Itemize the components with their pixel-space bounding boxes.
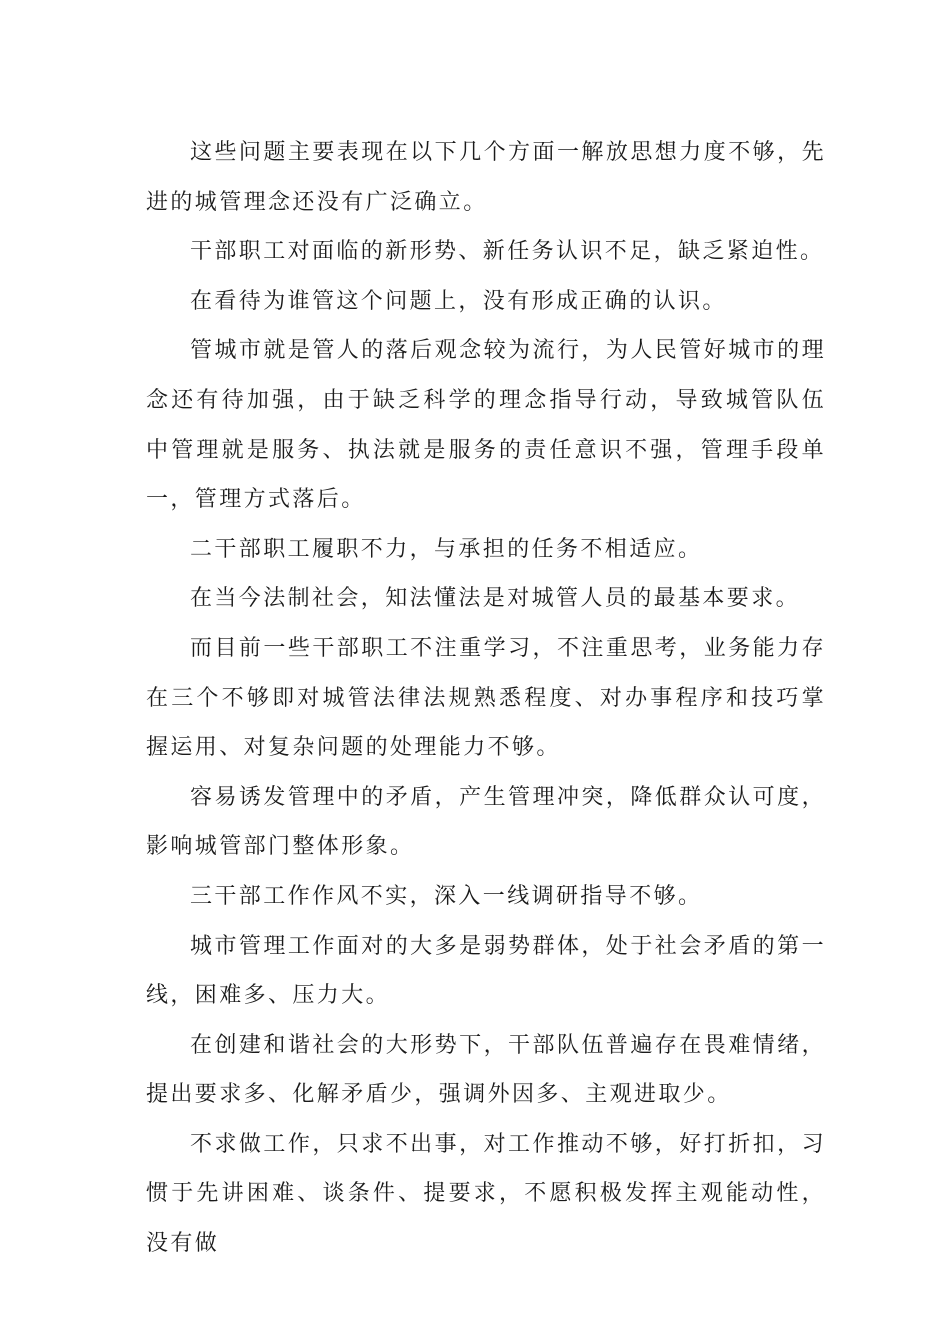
paragraph-8: 容易诱发管理中的矛盾，产生管理冲突，降低群众认可度，影响城管部门整体形象。 <box>146 784 826 860</box>
paragraph-10: 城市管理工作面对的大多是弱势群体，处于社会矛盾的第一线，困难多、压力大。 <box>146 933 826 1009</box>
paragraph-12: 不求做工作，只求不出事，对工作推动不够，好打折扣，习惯于先讲困难、谈条件、提要求，不愿积极发挥主观能动性，没有做 <box>146 1131 826 1257</box>
paragraph-6: 在当今法制社会，知法懂法是对城管人员的最基本要求。 <box>190 586 801 612</box>
paragraph-2: 干部职工对面临的新形势、新任务认识不足，缺乏紧迫性。 <box>190 239 825 265</box>
paragraph-3: 在看待为谁管这个问题上，没有形成正确的认识。 <box>190 288 727 314</box>
paragraph-4: 管城市就是管人的落后观念较为流行，为人民管好城市的理念还有待加强，由于缺乏科学的理念指导行动，导致城管队伍中管理就是服务、执法就是服务的责任意识不强，管理手段单一，管理方式落后。 <box>146 338 826 513</box>
document-body <box>146 128 826 1269</box>
paragraph-11: 在创建和谐社会的大形势下，干部队伍普遍存在畏难情绪，提出要求多、化解矛盾少，强调外因多、主观进取少。 <box>146 1032 826 1108</box>
paragraph-7: 而目前一些干部职工不注重学习，不注重思考，业务能力存在三个不够即对城管法律法规熟悉程度、对办事程序和技巧掌握运用、对复杂问题的处理能力不够。 <box>146 635 826 761</box>
paragraph-5: 二干部职工履职不力，与承担的任务不相适应。 <box>190 536 703 562</box>
paragraph-9: 三干部工作作风不实，深入一线调研指导不够。 <box>190 883 703 909</box>
paragraph-1: 这些问题主要表现在以下几个方面一解放思想力度不够，先进的城管理念还没有广泛确立。 <box>146 140 826 215</box>
